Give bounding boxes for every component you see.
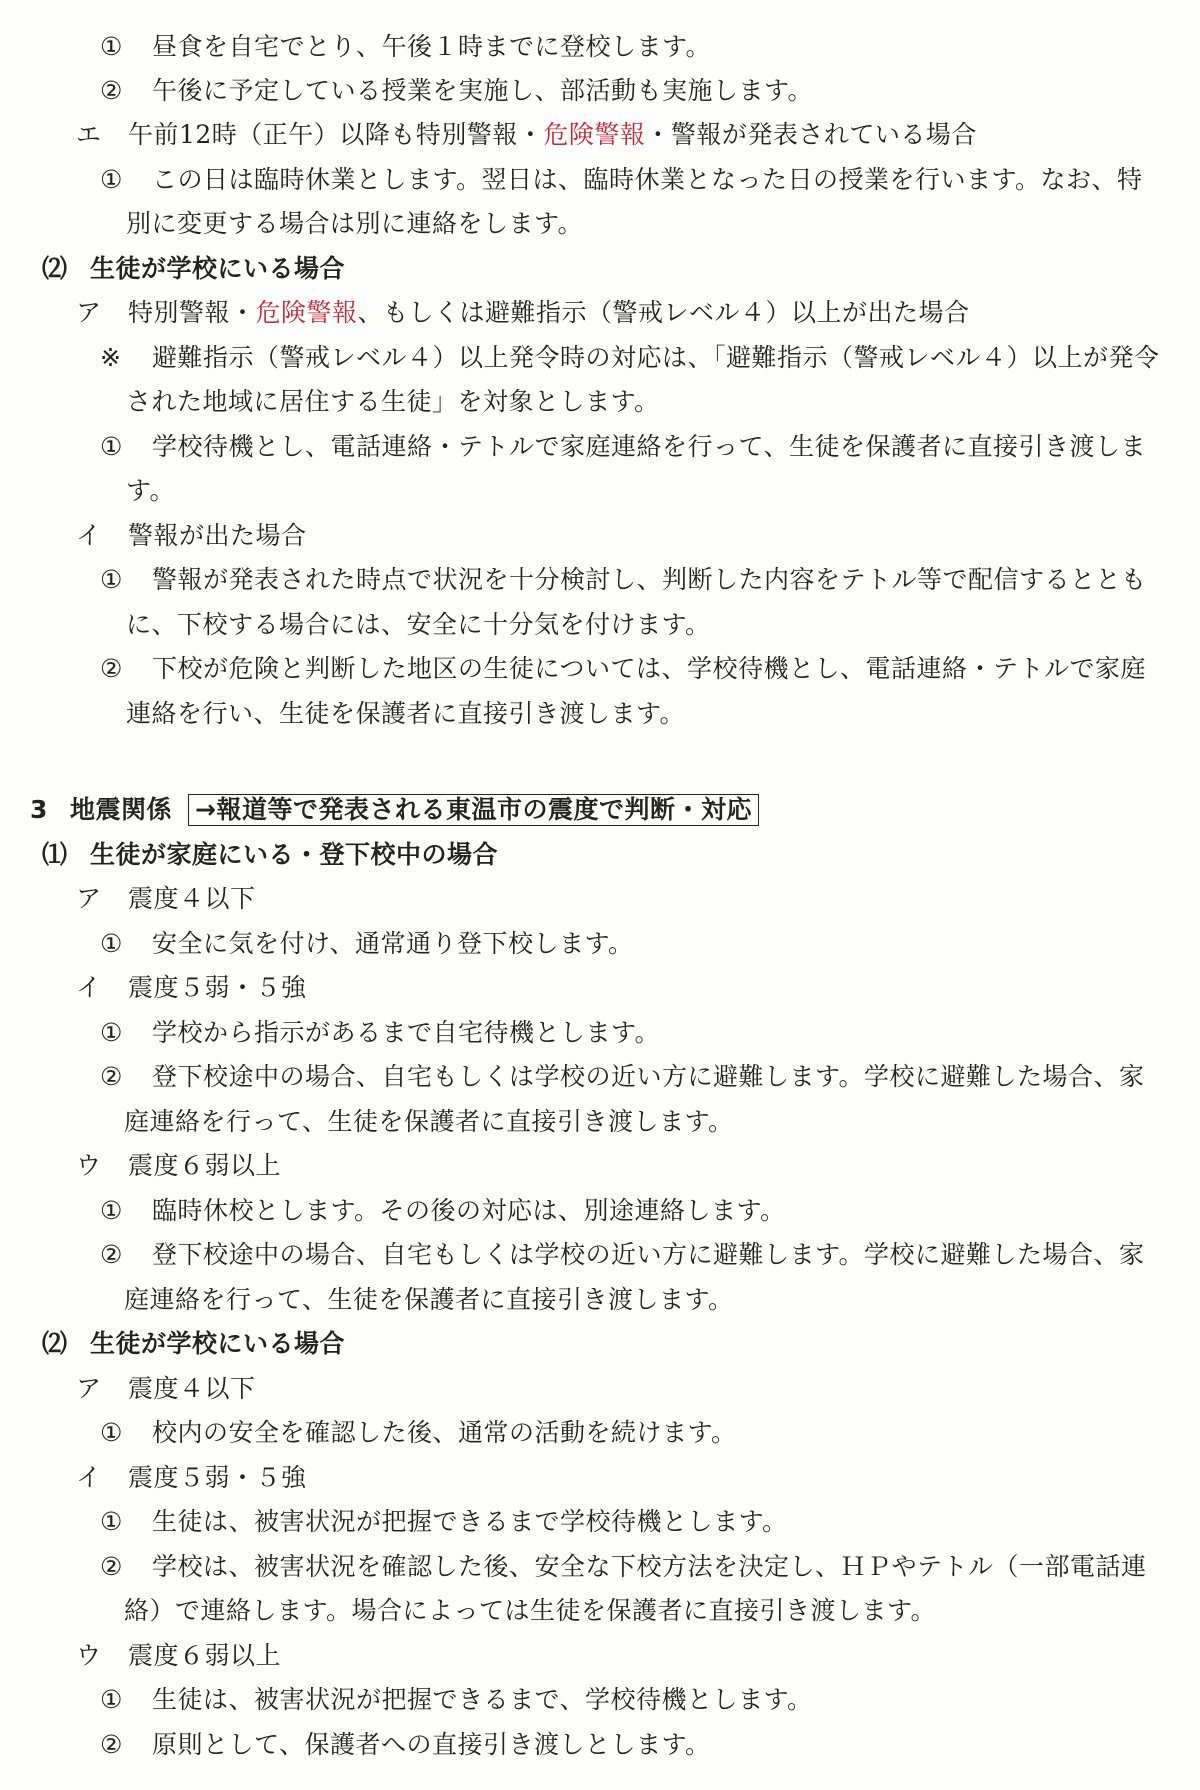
item-text: 校内の安全を確認した後、通常の活動を続けます。 bbox=[152, 1418, 737, 1447]
item-text: 警報が出た場合 bbox=[128, 521, 307, 550]
section-heading bbox=[42, 252, 345, 286]
item-marker: ⑵ bbox=[42, 1329, 68, 1358]
list-item bbox=[100, 1016, 660, 1050]
list-item bbox=[76, 1149, 281, 1183]
item-marker: ① bbox=[100, 1507, 123, 1536]
section-title bbox=[30, 793, 759, 827]
item-text: 原則として、保護者への直接引き渡しとします。 bbox=[152, 1730, 711, 1759]
item-text: 登下校途中の場合、自宅もしくは学校の近い方に避難します。学校に避難した場合、家 bbox=[152, 1240, 1145, 1269]
item-marker: ウ bbox=[76, 1641, 102, 1670]
list-item bbox=[100, 1238, 1145, 1272]
item-marker: ① bbox=[100, 165, 123, 194]
item-marker: ① bbox=[100, 432, 123, 461]
item-marker: ② bbox=[100, 1240, 123, 1269]
list-item-continuation bbox=[126, 207, 583, 241]
item-text: 特別警報・ bbox=[128, 298, 256, 327]
item-marker: イ bbox=[76, 1463, 102, 1492]
item-text: この日は臨時休業とします。翌日は、臨時休業となった日の授業を行います。なお、特 bbox=[152, 165, 1143, 194]
item-text: 庭連絡を行って、生徒を保護者に直接引き渡します。 bbox=[124, 1107, 734, 1136]
note-marker: ※ bbox=[100, 343, 122, 372]
item-text: 避難指示（警戒レベル４）以上発令時の対応は、「避難指示（警戒レベル４）以上が発令 bbox=[152, 343, 1160, 372]
item-text: 警報が発表された時点で状況を十分検討し、判断した内容をテトル等で配信するととも bbox=[152, 565, 1147, 594]
list-item bbox=[100, 652, 1146, 686]
heading-text: 生徒が学校にいる場合 bbox=[90, 1329, 346, 1358]
item-text: 午後に予定している授業を実施し、部活動も実施します。 bbox=[152, 76, 814, 105]
item-marker: ② bbox=[100, 654, 123, 683]
item-text: 震度５弱・５強 bbox=[128, 973, 307, 1002]
boxed-note: →報道等で発表される東温市の震度で判断・対応 bbox=[188, 794, 759, 826]
item-text: された地域に居住する生徒」を対象とします。 bbox=[126, 387, 660, 416]
item-marker: ② bbox=[100, 1062, 123, 1091]
item-marker: ② bbox=[100, 76, 123, 105]
list-item bbox=[76, 519, 307, 553]
note-item bbox=[100, 341, 1160, 375]
list-item bbox=[76, 1639, 281, 1673]
section-number: 3 bbox=[30, 795, 48, 824]
item-text: 学校から指示があるまで自宅待機とします。 bbox=[152, 1018, 661, 1047]
item-text: 別に変更する場合は別に連絡をします。 bbox=[126, 209, 584, 238]
list-item bbox=[76, 296, 970, 330]
item-text: 下校が危険と判断した地区の生徒については、学校待機とし、電話連絡・テトルで家庭 bbox=[152, 654, 1147, 683]
item-marker: イ bbox=[76, 521, 102, 550]
item-text: 震度４以下 bbox=[128, 1374, 256, 1403]
list-item bbox=[100, 74, 813, 108]
list-item bbox=[100, 1194, 786, 1228]
item-text: 午前12時（正午）以降も特別警報・ bbox=[128, 120, 544, 149]
item-marker: ア bbox=[76, 884, 102, 913]
heading-text: 生徒が学校にいる場合 bbox=[90, 254, 346, 283]
item-text: 安全に気を付け、通常通り登下校します。 bbox=[152, 929, 634, 958]
item-marker: ① bbox=[100, 32, 123, 61]
list-item bbox=[76, 1461, 307, 1495]
list-item bbox=[100, 30, 711, 64]
list-item bbox=[100, 1683, 813, 1717]
item-marker: ① bbox=[100, 565, 123, 594]
list-item-continuation bbox=[124, 1105, 734, 1139]
item-text: 震度５弱・５強 bbox=[128, 1463, 307, 1492]
list-item bbox=[76, 882, 256, 916]
item-marker: ウ bbox=[76, 1151, 102, 1180]
list-item-continuation bbox=[126, 385, 660, 419]
item-text: 生徒は、被害状況が把握できるまで、学校待機とします。 bbox=[152, 1685, 813, 1714]
highlighted-term: 危険警報 bbox=[543, 120, 646, 149]
list-item-continuation bbox=[126, 474, 175, 508]
item-marker: ① bbox=[100, 1018, 123, 1047]
section-heading bbox=[42, 1327, 345, 1361]
item-text: 学校待機とし、電話連絡・テトルで家庭連絡を行って、生徒を保護者に直接引き渡しま bbox=[152, 432, 1147, 461]
list-item bbox=[100, 927, 634, 961]
item-text: ・警報が発表されている場合 bbox=[645, 120, 977, 149]
list-item bbox=[76, 971, 307, 1005]
list-item bbox=[100, 430, 1146, 464]
item-text: 昼食を自宅でとり、午後１時までに登校します。 bbox=[152, 32, 712, 61]
item-marker: ア bbox=[76, 1374, 102, 1403]
section-heading bbox=[42, 838, 498, 872]
item-text: 登下校途中の場合、自宅もしくは学校の近い方に避難します。学校に避難した場合、家 bbox=[152, 1062, 1145, 1091]
list-item bbox=[100, 163, 1143, 197]
list-item bbox=[100, 563, 1147, 597]
item-text: 臨時休校とします。その後の対応は、別途連絡します。 bbox=[152, 1196, 786, 1225]
list-item bbox=[76, 118, 977, 152]
highlighted-term: 危険警報 bbox=[255, 298, 358, 327]
item-text: に、下校する場合には、安全に十分気を付けます。 bbox=[126, 610, 711, 639]
item-marker: ア bbox=[76, 298, 102, 327]
item-text: 庭連絡を行って、生徒を保護者に直接引き渡します。 bbox=[124, 1285, 734, 1314]
list-item bbox=[100, 1416, 737, 1450]
item-marker: ① bbox=[100, 1685, 123, 1714]
list-item-continuation bbox=[124, 1594, 936, 1628]
item-marker: ① bbox=[100, 929, 123, 958]
item-text: 絡）で連絡します。場合によっては生徒を保護者に直接引き渡します。 bbox=[124, 1596, 937, 1625]
list-item bbox=[76, 1372, 256, 1406]
list-item bbox=[100, 1060, 1145, 1094]
item-marker: ① bbox=[100, 1196, 123, 1225]
item-marker: ⑴ bbox=[42, 840, 68, 869]
heading-text: 生徒が家庭にいる・登下校中の場合 bbox=[90, 840, 499, 869]
item-text: 震度６弱以上 bbox=[128, 1641, 282, 1670]
item-text: 、もしくは避難指示（警戒レベル４）以上が出た場合 bbox=[357, 298, 970, 327]
item-marker: ② bbox=[100, 1730, 123, 1759]
item-marker: ① bbox=[100, 1418, 123, 1447]
list-item-continuation bbox=[126, 608, 711, 642]
item-text: 震度４以下 bbox=[128, 884, 256, 913]
item-marker: イ bbox=[76, 973, 102, 1002]
item-marker: ⑵ bbox=[42, 254, 68, 283]
item-text: 震度６弱以上 bbox=[128, 1151, 282, 1180]
item-text: 生徒は、被害状況が把握できるまで学校待機とします。 bbox=[152, 1507, 788, 1536]
item-text: 連絡を行い、生徒を保護者に直接引き渡します。 bbox=[126, 699, 686, 728]
section-title-text: 地震関係 bbox=[70, 795, 173, 824]
item-marker: エ bbox=[76, 120, 102, 149]
list-item-continuation bbox=[126, 697, 685, 731]
item-text: 学校は、被害状況を確認した後、安全な下校方法を決定し、ＨＰやテトル（一部電話連 bbox=[152, 1552, 1147, 1581]
list-item bbox=[100, 1728, 711, 1762]
list-item-continuation bbox=[124, 1283, 734, 1317]
item-marker: ② bbox=[100, 1552, 123, 1581]
list-item bbox=[100, 1550, 1147, 1584]
item-text: す。 bbox=[126, 476, 176, 505]
list-item bbox=[100, 1505, 788, 1539]
